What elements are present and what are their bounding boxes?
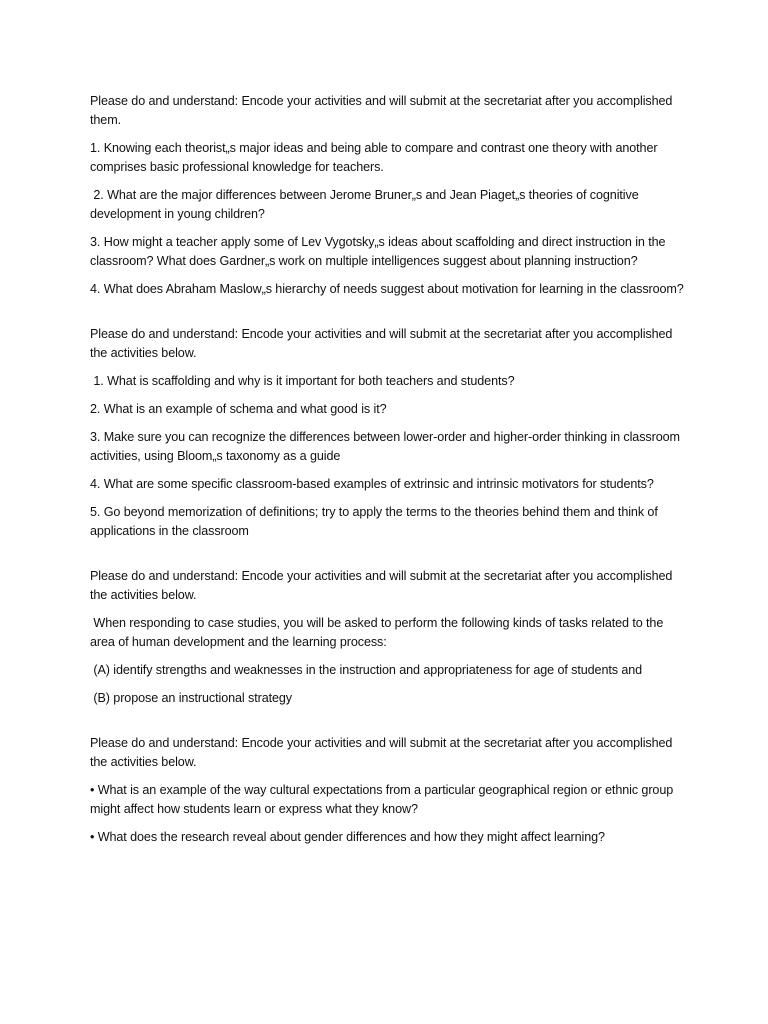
- question-item: 2. What are the major differences between Jerome Bruner„s and Jean Piaget„s theories of cognitive development in young children?: [90, 188, 643, 221]
- section-intro: Please do and understand: Encode your activities and will submit at the secretariat after you accomplished the activities below.: [90, 327, 676, 360]
- question-item: 5. Go beyond memorization of definitions; try to apply the terms to the theories behind them and think of applications in the classroom: [90, 505, 662, 538]
- document-page: [90, 92, 690, 856]
- question-item: 4. What are some specific classroom-based examples of extrinsic and intrinsic motivators for students?: [90, 477, 654, 491]
- bullet-item: • What does the research reveal about gender differences and how they might affect learning?: [90, 830, 605, 844]
- question-item: (A) identify strengths and weaknesses in the instruction and appropriateness for age of students and: [90, 663, 643, 677]
- question-item: 3. How might a teacher apply some of Lev Vygotsky„s ideas about scaffolding and direct instruction in the classroom? What does Gardner„s work on multiple intelligences suggest about planning instruction?: [90, 235, 669, 268]
- section-intro: Please do and understand: Encode your activities and will submit at the secretariat after you accomplished the activities below.: [90, 736, 676, 769]
- section-1: [90, 92, 690, 299]
- section-intro: Please do and understand: Encode your activities and will submit at the secretariat after you accomplished the activities below.: [90, 569, 676, 602]
- section-2: [90, 325, 690, 541]
- question-item: 1. Knowing each theorist„s major ideas and being able to compare and contrast one theory with another comprises basic professional knowledge for teachers.: [90, 141, 661, 174]
- section-3: [90, 567, 690, 708]
- bullet-item: • What is an example of the way cultural expectations from a particular geographical region or ethnic group might affect how students learn or express what they know?: [90, 783, 677, 816]
- question-item: When responding to case studies, you will be asked to perform the following kinds of tasks related to the area of human development and the learning process:: [90, 616, 667, 649]
- question-item: 3. Make sure you can recognize the differences between lower-order and higher-order thinking in classroom activities, using Bloom„s taxonomy as a guide: [90, 430, 684, 463]
- question-item: 2. What is an example of schema and what good is it?: [90, 402, 387, 416]
- section-4: [90, 734, 690, 847]
- section-intro: Please do and understand: Encode your activities and will submit at the secretariat after you accomplished them.: [90, 94, 676, 127]
- question-item: (B) propose an instructional strategy: [90, 691, 293, 705]
- question-item: 1. What is scaffolding and why is it important for both teachers and students?: [90, 374, 515, 388]
- question-item: 4. What does Abraham Maslow„s hierarchy of needs suggest about motivation for learning in the classroom?: [90, 282, 684, 296]
